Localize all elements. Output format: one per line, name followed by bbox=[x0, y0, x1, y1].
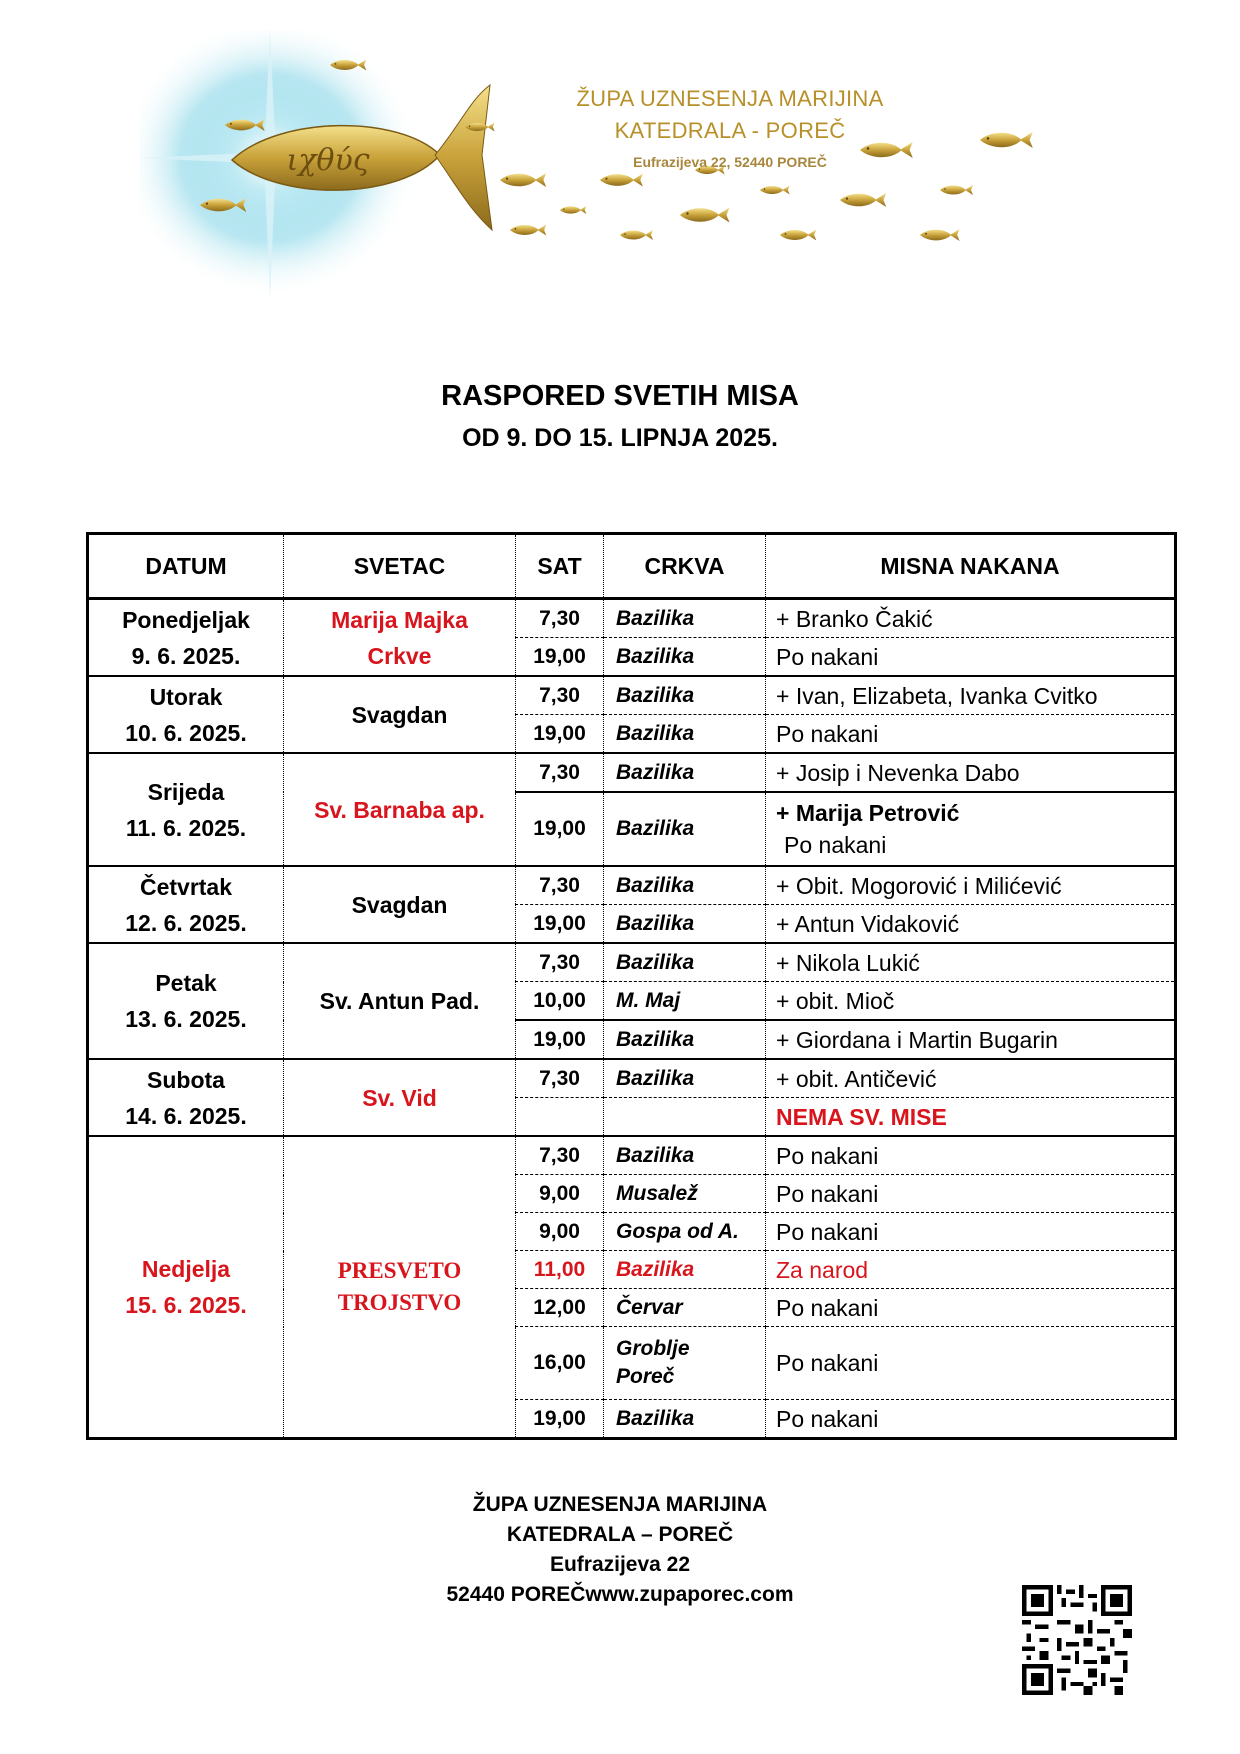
mass-intention: + Ivan, Elizabeta, Ivanka Cvitko bbox=[766, 676, 1176, 715]
mass-intention-second: Po nakani bbox=[784, 832, 887, 858]
mass-intention: + Marija Petrović bbox=[776, 800, 960, 826]
saint-cell: Sv. Vid bbox=[284, 1059, 516, 1136]
saint-line: PRESVETO bbox=[337, 1258, 462, 1283]
mass-time: 7,30 bbox=[516, 866, 604, 905]
mass-time bbox=[516, 1098, 604, 1137]
table-header-row bbox=[88, 534, 1176, 599]
saint-line: TROJSTVO bbox=[337, 1290, 462, 1315]
mass-intention: Po nakani bbox=[766, 638, 1176, 677]
mass-intention: Za narod bbox=[766, 1251, 1176, 1289]
mass-church: Červar bbox=[604, 1289, 766, 1327]
day-date: 13. 6. 2025. bbox=[125, 1006, 247, 1032]
mass-intention: + Josip i Nevenka Dabo bbox=[766, 753, 1176, 792]
org-subtitle: KATEDRALA - POREČ bbox=[614, 118, 846, 143]
mass-church: Bazilika bbox=[604, 715, 766, 754]
day-name: Srijeda bbox=[147, 778, 225, 805]
page-subtitle: OD 9. DO 15. LIPNJA 2025. bbox=[462, 424, 778, 452]
mass-church: Bazilika bbox=[604, 1400, 766, 1439]
table-row bbox=[88, 1059, 1176, 1098]
mass-church: Bazilika bbox=[604, 638, 766, 677]
mass-time: 12,00 bbox=[516, 1289, 604, 1327]
mass-church bbox=[604, 1098, 766, 1137]
mass-intention: Po nakani bbox=[766, 715, 1176, 754]
date-cell bbox=[88, 943, 284, 1059]
mass-time: 7,30 bbox=[516, 943, 604, 982]
mass-intention: Po nakani bbox=[766, 1136, 1176, 1175]
table-row bbox=[88, 866, 1176, 905]
mass-time: 16,00 bbox=[516, 1327, 604, 1400]
day-name: Utorak bbox=[149, 683, 223, 710]
table-row bbox=[88, 943, 1176, 982]
table-row bbox=[88, 753, 1176, 792]
mass-time: 7,30 bbox=[516, 1136, 604, 1175]
mass-time: 9,00 bbox=[516, 1175, 604, 1213]
mass-intention-cell bbox=[766, 792, 1176, 866]
mass-church-cell bbox=[604, 1327, 766, 1400]
mass-time: 7,30 bbox=[516, 1059, 604, 1098]
mass-church: Musalež bbox=[604, 1175, 766, 1213]
mass-intention: + obit. Antičević bbox=[766, 1059, 1176, 1098]
mass-church: Bazilika bbox=[604, 866, 766, 905]
date-cell bbox=[88, 676, 284, 753]
org-name: ŽUPA UZNESENJA MARIJINA bbox=[576, 86, 884, 111]
date-cell bbox=[88, 753, 284, 866]
mass-church: Bazilika bbox=[604, 676, 766, 715]
mass-intention: Po nakani bbox=[766, 1213, 1176, 1251]
mass-time: 19,00 bbox=[516, 638, 604, 677]
saint-cell: Svagdan bbox=[284, 866, 516, 943]
date-cell bbox=[88, 866, 284, 943]
mass-church: Gospa od A. bbox=[604, 1213, 766, 1251]
mass-intention: + Giordana i Martin Bugarin bbox=[766, 1020, 1176, 1059]
day-name: Nedjelja bbox=[141, 1256, 231, 1282]
day-name: Subota bbox=[147, 1066, 225, 1093]
mass-time: 9,00 bbox=[516, 1213, 604, 1251]
date-cell bbox=[88, 1136, 284, 1439]
day-name: Četvrtak bbox=[139, 873, 233, 900]
mass-church: Bazilika bbox=[604, 1251, 766, 1289]
mass-schedule-table bbox=[86, 532, 1177, 1440]
mass-time: 19,00 bbox=[516, 1400, 604, 1439]
mass-time: 19,00 bbox=[516, 715, 604, 754]
mass-church: Groblje bbox=[616, 1337, 690, 1360]
page-title: RASPORED SVETIH MISA bbox=[441, 380, 799, 412]
mass-church: Bazilika bbox=[604, 905, 766, 944]
mass-intention: Po nakani bbox=[766, 1289, 1176, 1327]
mass-time: 19,00 bbox=[516, 905, 604, 944]
org-address: Eufrazijeva 22, 52440 POREČ bbox=[633, 154, 827, 170]
footer-org-name: ŽUPA UZNESENJA MARIJINA bbox=[472, 1493, 768, 1516]
saint-cell bbox=[284, 1136, 516, 1439]
mass-time: 10,00 bbox=[516, 982, 604, 1021]
qr-code-icon bbox=[1022, 1585, 1132, 1695]
date-cell bbox=[88, 599, 284, 677]
mass-intention: Po nakani bbox=[766, 1175, 1176, 1213]
mass-intention: + Branko Čakić bbox=[766, 599, 1176, 638]
mass-church: Bazilika bbox=[604, 792, 766, 866]
footer-city-website: 52440 POREČwww.zupaporec.com bbox=[446, 1583, 794, 1606]
mass-time: 11,00 bbox=[516, 1251, 604, 1289]
day-name: Petak bbox=[155, 970, 217, 996]
header-crkva: CRKVA bbox=[604, 534, 766, 599]
mass-time: 7,30 bbox=[516, 676, 604, 715]
mass-church-line2: Poreč bbox=[616, 1365, 675, 1388]
mass-intention: + obit. Mioč bbox=[766, 982, 1176, 1021]
mass-intention: + Nikola Lukić bbox=[766, 943, 1176, 982]
mass-church: M. Maj bbox=[604, 982, 766, 1021]
day-date: 15. 6. 2025. bbox=[125, 1292, 247, 1318]
mass-church: Bazilika bbox=[604, 943, 766, 982]
day-date: 10. 6. 2025. bbox=[125, 719, 247, 746]
mass-time: 19,00 bbox=[516, 792, 604, 866]
mass-church: Bazilika bbox=[604, 1136, 766, 1175]
no-mass-notice: NEMA SV. MISE bbox=[766, 1098, 1176, 1137]
mass-church: Bazilika bbox=[604, 1059, 766, 1098]
mass-time: 19,00 bbox=[516, 1020, 604, 1059]
logo-text: ιχθύς bbox=[286, 143, 370, 178]
mass-church: Bazilika bbox=[604, 1020, 766, 1059]
day-name: Ponedjeljak bbox=[122, 606, 250, 633]
saint-cell: Sv. Antun Pad. bbox=[284, 943, 516, 1059]
day-date: 12. 6. 2025. bbox=[125, 909, 247, 936]
day-date: 9. 6. 2025. bbox=[131, 642, 241, 669]
table-row bbox=[88, 676, 1176, 715]
mass-time: 7,30 bbox=[516, 753, 604, 792]
mass-intention: Po nakani bbox=[766, 1400, 1176, 1439]
saint-cell: Svagdan bbox=[284, 676, 516, 753]
footer-street: Eufrazijeva 22 bbox=[549, 1553, 691, 1576]
header-sat: SAT bbox=[516, 534, 604, 599]
ichthys-fish-logo bbox=[140, 30, 1100, 330]
header-datum: DATUM bbox=[88, 534, 284, 599]
mass-church: Bazilika bbox=[604, 599, 766, 638]
mass-time: 7,30 bbox=[516, 599, 604, 638]
mass-intention: + Antun Vidaković bbox=[766, 905, 1176, 944]
mass-intention: Po nakani bbox=[766, 1327, 1176, 1400]
mass-intention: + Obit. Mogorović i Milićević bbox=[766, 866, 1176, 905]
header-misna-nakana: MISNA NAKANA bbox=[766, 534, 1176, 599]
mass-church: Bazilika bbox=[604, 753, 766, 792]
saint-cell: Sv. Barnaba ap. bbox=[284, 753, 516, 866]
day-date: 11. 6. 2025. bbox=[125, 814, 247, 841]
date-cell bbox=[88, 1059, 284, 1136]
day-date: 14. 6. 2025. bbox=[125, 1102, 247, 1129]
header-svetac: SVETAC bbox=[284, 534, 516, 599]
table-row bbox=[88, 599, 1176, 638]
footer-org-subtitle: KATEDRALA – POREČ bbox=[506, 1523, 734, 1546]
table-row bbox=[88, 1136, 1176, 1175]
saint-cell: Marija Majka Crkve bbox=[284, 599, 516, 677]
